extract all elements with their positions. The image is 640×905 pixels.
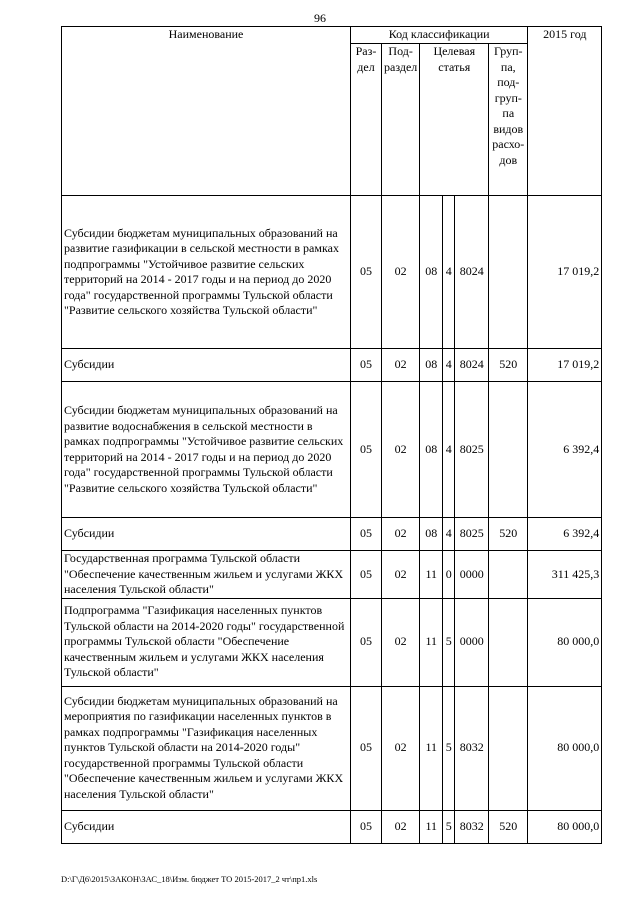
cell-article-direction: 8032 [455,810,489,843]
cell-section: 05 [351,196,382,349]
header-year: 2015 год [528,27,602,196]
cell-expense-group [489,686,528,810]
cell-subsection: 02 [382,382,420,518]
file-path-footer: D:\Г\Д6\2015\ЗАКОН\ЗАС_18\Изм. бюджет ТО 2015-2017_2 чт\пр1.xls [61,874,318,884]
cell-name: Субсидии [62,349,351,382]
cell-expense-group [489,598,528,686]
header-classification: Код классификации [351,27,528,44]
cell-article-direction: 0000 [455,598,489,686]
cell-article-subprogram: 0 [443,551,455,599]
header-name: Наименование [62,27,351,196]
page-number: 96 [314,11,326,25]
cell-article-subprogram: 5 [443,686,455,810]
table-row [62,810,602,843]
cell-amount: 80 000,0 [528,598,602,686]
header-subsection: Под- раздел [382,44,420,196]
cell-article-direction: 8032 [455,686,489,810]
cell-amount: 80 000,0 [528,686,602,810]
cell-article-subprogram: 4 [443,196,455,349]
cell-article-direction: 8024 [455,196,489,349]
cell-name: Подпрограмма "Газификация населенных пунктов Тульской области на 2014-2020 годы" государственной программы Тульской области "Обеспечение качественным жильем и услугами ЖКХ населения Тульской области" [62,598,351,686]
cell-section: 05 [351,382,382,518]
cell-amount: 17 019,2 [528,196,602,349]
cell-article-direction: 8025 [455,382,489,518]
cell-section: 05 [351,686,382,810]
cell-expense-group: 520 [489,349,528,382]
cell-article-program: 11 [420,551,443,599]
cell-article-direction: 0000 [455,551,489,599]
cell-expense-group: 520 [489,810,528,843]
cell-subsection: 02 [382,551,420,599]
cell-article-direction: 8025 [455,518,489,551]
cell-article-subprogram: 4 [443,349,455,382]
cell-amount: 6 392,4 [528,518,602,551]
cell-section: 05 [351,598,382,686]
table-row [62,382,602,518]
table-row [62,518,602,551]
cell-article-subprogram: 5 [443,810,455,843]
table-row [62,598,602,686]
cell-article-subprogram: 4 [443,382,455,518]
cell-section: 05 [351,518,382,551]
table-row [62,196,602,349]
cell-article-direction: 8024 [455,349,489,382]
cell-section: 05 [351,349,382,382]
cell-subsection: 02 [382,686,420,810]
cell-name: Субсидии бюджетам муниципальных образований на развитие газификации в сельской местности в рамках подпрограммы "Устойчивое развитие сельских территорий на 2014 - 2017 годы и на период до 2020 года" государственной программы Тульской области "Развитие сельского хозяйства Тульской области" [62,196,351,349]
header-target-article: Целевая статья [420,44,489,196]
cell-expense-group: 520 [489,518,528,551]
cell-article-program: 11 [420,810,443,843]
cell-expense-group [489,196,528,349]
cell-article-program: 11 [420,598,443,686]
cell-section: 05 [351,810,382,843]
cell-article-subprogram: 4 [443,518,455,551]
cell-section: 05 [351,551,382,599]
table-row [62,551,602,599]
cell-article-subprogram: 5 [443,598,455,686]
cell-amount: 311 425,3 [528,551,602,599]
cell-article-program: 08 [420,382,443,518]
cell-subsection: 02 [382,518,420,551]
cell-amount: 80 000,0 [528,810,602,843]
cell-subsection: 02 [382,349,420,382]
header-expense-group: Груп- па, под- груп- па видов расхо- дов [489,44,528,196]
cell-amount: 17 019,2 [528,349,602,382]
cell-article-program: 08 [420,518,443,551]
cell-expense-group [489,382,528,518]
table-row [62,349,602,382]
cell-name: Государственная программа Тульской области "Обеспечение качественным жильем и услугами ЖКХ населения Тульской области" [62,551,351,599]
cell-article-program: 08 [420,196,443,349]
cell-subsection: 02 [382,598,420,686]
cell-name: Субсидии бюджетам муниципальных образований на развитие водоснабжения в сельской местности в рамках подпрограммы "Устойчивое развитие сельских территорий на 2014 - 2017 годы и на период до 2020 года" государственной программы Тульской области "Развитие сельского хозяйства Тульской области" [62,382,351,518]
budget-table [61,26,602,844]
cell-article-program: 08 [420,349,443,382]
cell-article-program: 11 [420,686,443,810]
cell-subsection: 02 [382,810,420,843]
cell-name: Субсидии бюджетам муниципальных образований на мероприятия по газификации населенных пунктов в рамках подпрограммы "Газификация населенных пунктов Тульской области на 2014-2020 годы" государственной программы Тульской области "Обеспечение качественным жильем и услугами ЖКХ населения Тульской области" [62,686,351,810]
cell-name: Субсидии [62,518,351,551]
table-row [62,686,602,810]
header-section: Раз- дел [351,44,382,196]
cell-name: Субсидии [62,810,351,843]
cell-amount: 6 392,4 [528,382,602,518]
cell-expense-group [489,551,528,599]
cell-subsection: 02 [382,196,420,349]
